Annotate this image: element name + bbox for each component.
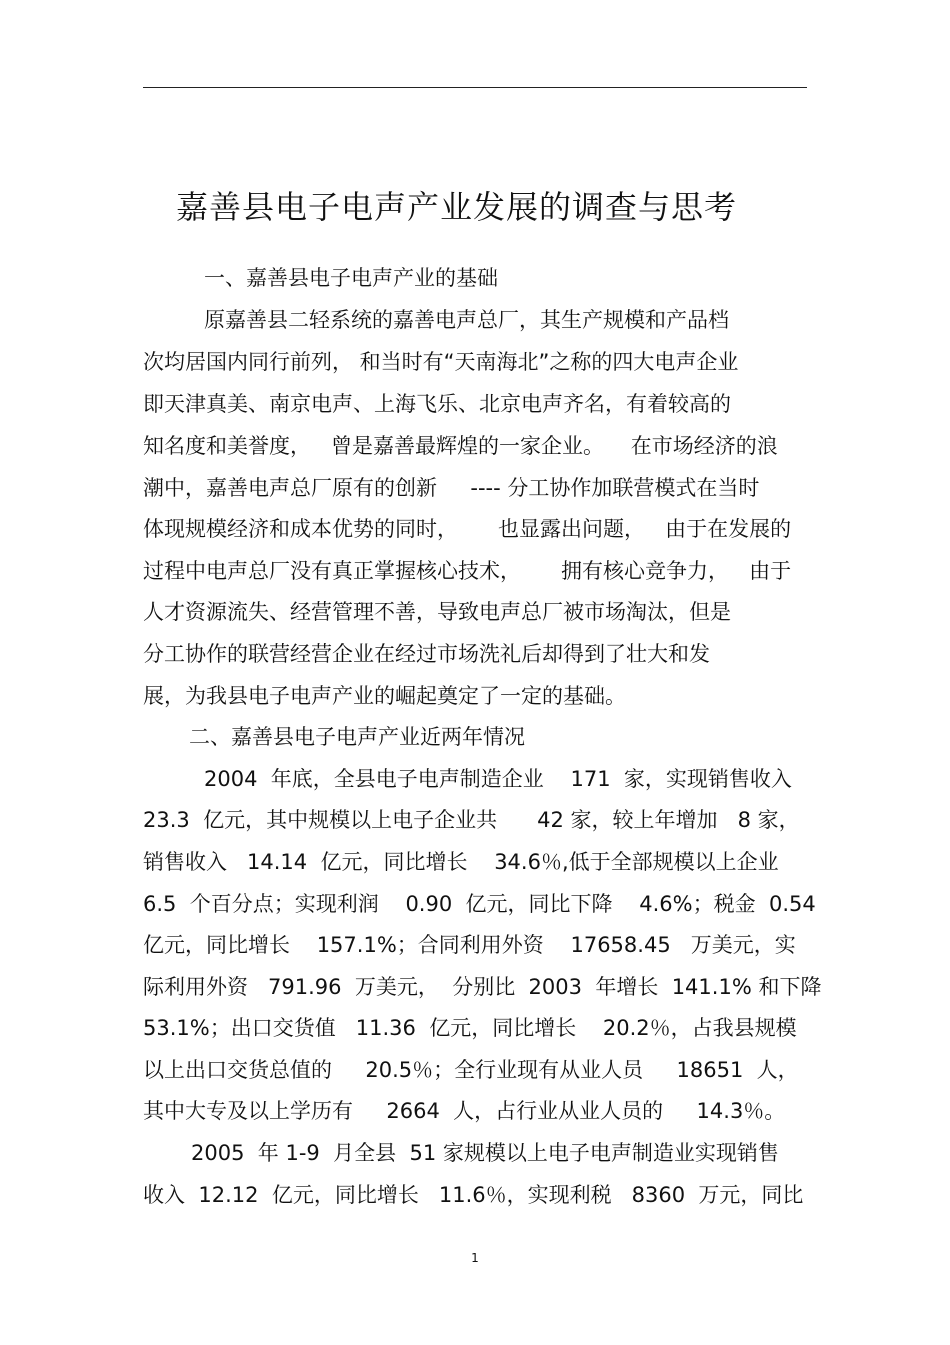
paragraph-line: 其中大专及以上学历有 2664 人，占行业从业人员的 14.3％。 [143,1099,786,1123]
paragraph-line: 潮中，嘉善电声总厂原有的创新 ---- 分工协作加联营模式在当时 [143,476,760,500]
paragraph-line: 以上出口交货总值的 20.5％；全行业现有从业人员 18651 人， [143,1058,799,1082]
paragraph-line: 际利用外资 791.96 万美元， 分别比 2003 年增长 141.1% 和下降 [143,975,822,999]
paragraph-line: 次均居国内同行前列， 和当时有“天南海北”之称的四大电声企业 [143,350,739,374]
paragraph-line: 6.5 个百分点；实现利润 0.90 亿元，同比下降 4.6%；税金 0.54 [143,892,816,916]
paragraph-line: 销售收入 14.14 亿元，同比增长 34.6％,低于全部规模以上企业 [143,850,779,874]
document-title: 嘉善县电子电声产业发展的调查与思考 [176,188,738,227]
paragraph-line: 展，为我县电子电声产业的崛起奠定了一定的基础。 [143,684,626,708]
paragraph-line: 2004 年底，全县电子电声制造企业 171 家，实现销售收入 [204,767,792,791]
section-heading-1: 一、嘉善县电子电声产业的基础 [204,266,498,290]
paragraph-line: 即天津真美、南京电声、上海飞乐、北京电声齐名，有着较高的 [143,392,731,416]
paragraph-line: 分工协作的联营经营企业在经过市场洗礼后却得到了壮大和发 [143,642,710,666]
paragraph-line: 人才资源流失、经营管理不善，导致电声总厂被市场淘汰，但是 [143,600,731,624]
header-rule [143,87,807,88]
paragraph-line: 知名度和美誉度， 曾是嘉善最辉煌的一家企业。 在市场经济的浪 [143,434,778,458]
paragraph-line: 体现规模经济和成本优势的同时， 也显露出问题， 由于在发展的 [143,517,792,541]
paragraph-line: 23.3 亿元，其中规模以上电子企业共 42 家，较上年增加 8 家， [143,808,800,832]
page-number: 1 [471,1251,479,1265]
paragraph-line: 53.1%；出口交货值 11.36 亿元，同比增长 20.2％，占我县规模 [143,1016,797,1040]
paragraph-line: 亿元，同比增长 157.1%；合同利用外资 17658.45 万美元，实 [143,933,796,957]
paragraph-line: 收入 12.12 亿元，同比增长 11.6％，实现利税 8360 万元，同比 [143,1183,804,1207]
section-heading-2: 二、嘉善县电子电声产业近两年情况 [189,725,525,749]
paragraph-line: 过程中电声总厂没有真正掌握核心技术， 拥有核心竞争力， 由于 [143,559,792,583]
paragraph-line: 2005 年 1-9 月全县 51 家规模以上电子电声制造业实现销售 [191,1141,779,1165]
paragraph-line: 原嘉善县二轻系统的嘉善电声总厂，其生产规模和产品档 [204,308,729,332]
